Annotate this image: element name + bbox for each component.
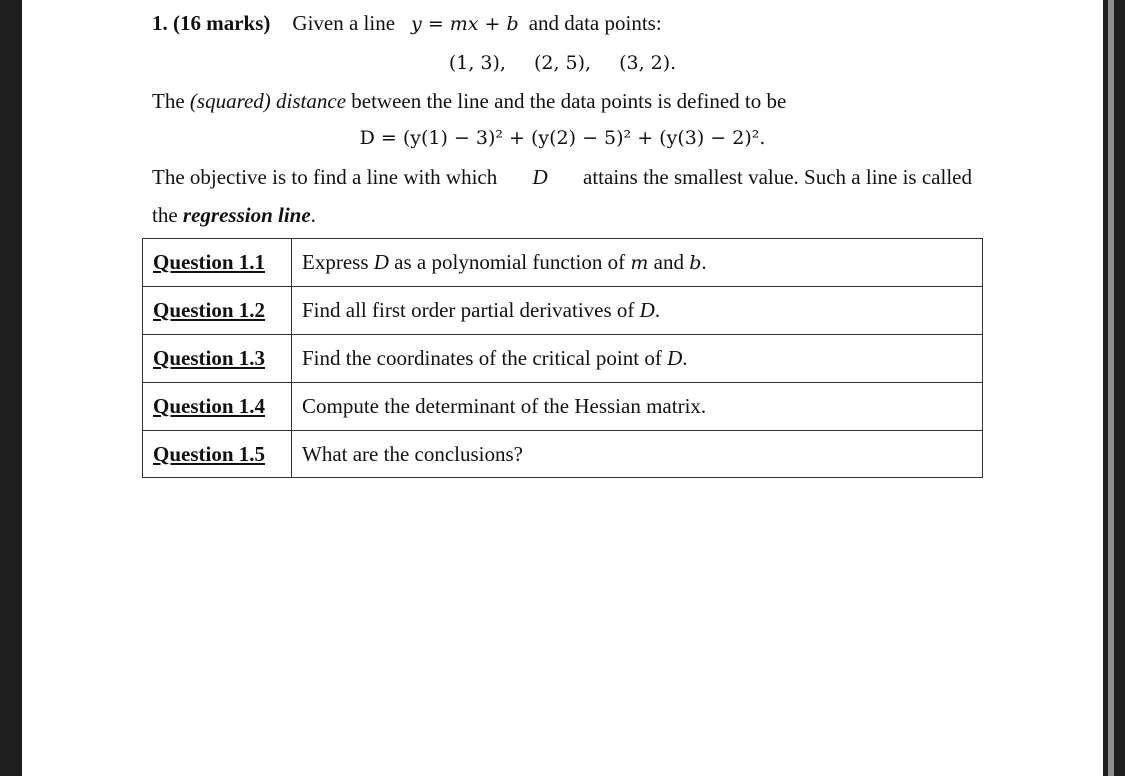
regression-term: regression line (182, 203, 311, 227)
data-point-3: (3, 2). (619, 52, 677, 74)
line-equation: y = mx + b (411, 13, 519, 35)
question-text-part: Express (302, 250, 369, 274)
distance-formula (22, 124, 1103, 152)
distance-term: (squared) distance (189, 89, 347, 113)
objective-end: . (310, 203, 316, 227)
question-text-part: . (701, 250, 707, 274)
question-row (143, 287, 983, 335)
question-text: Compute the determinant of the Hessian matrix. (292, 383, 983, 431)
data-point-1: (1, 3), (448, 52, 506, 74)
problem-marks: (16 marks) (173, 11, 271, 35)
question-row (143, 335, 983, 383)
question-text-part: as a polynomial function of (394, 250, 626, 274)
distance-formula-text: D = (y(1) − 3)² + (y(2) − 5)² + (y(3) − 2)². (359, 127, 766, 149)
question-row (143, 431, 983, 478)
intro-text-after: and data points: (528, 11, 662, 35)
distance-pre: The (152, 89, 185, 113)
problem-number: 1. (152, 11, 168, 35)
question-var: D (373, 250, 389, 274)
question-label: Question 1.2 (143, 287, 292, 335)
distance-definition-line (152, 87, 786, 115)
viewer-scrollbar[interactable] (1103, 0, 1125, 776)
question-text-part: . (682, 346, 688, 370)
question-text-part: and (653, 250, 684, 274)
question-text (292, 335, 983, 383)
question-text-part: Find all first order partial derivatives of (302, 298, 635, 322)
viewer-left-border (0, 0, 22, 776)
scrollbar-thumb[interactable] (1108, 0, 1114, 776)
questions-table (142, 238, 983, 478)
question-var: D (639, 298, 655, 322)
question-text (292, 239, 983, 287)
objective-var: D (532, 165, 548, 189)
distance-post: between the line and the data points is defined to be (351, 89, 787, 113)
data-points (22, 49, 1103, 77)
question-var: b (689, 252, 702, 274)
question-label: Question 1.1 (143, 239, 292, 287)
objective-text-c: the (152, 203, 178, 227)
objective-line (152, 163, 972, 191)
question-var: m (630, 252, 649, 274)
question-text (292, 287, 983, 335)
question-row (143, 383, 983, 431)
document-page (22, 0, 1103, 776)
objective-text-b: attains the smallest value. Such a line is called (583, 165, 972, 189)
problem-header-line (152, 9, 662, 38)
question-label: Question 1.3 (143, 335, 292, 383)
question-row (143, 239, 983, 287)
question-label: Question 1.5 (143, 431, 292, 478)
objective-text-a: The objective is to find a line with which (152, 165, 498, 189)
question-text-part: . (654, 298, 661, 322)
regression-line-sentence (152, 201, 316, 229)
question-text: What are the conclusions? (292, 431, 983, 478)
data-point-2: (2, 5), (533, 52, 592, 74)
question-var: D (667, 346, 683, 370)
question-text-part: Find the coordinates of the critical point of (302, 346, 662, 370)
question-label: Question 1.4 (143, 383, 292, 431)
intro-text: Given a line (292, 11, 396, 35)
